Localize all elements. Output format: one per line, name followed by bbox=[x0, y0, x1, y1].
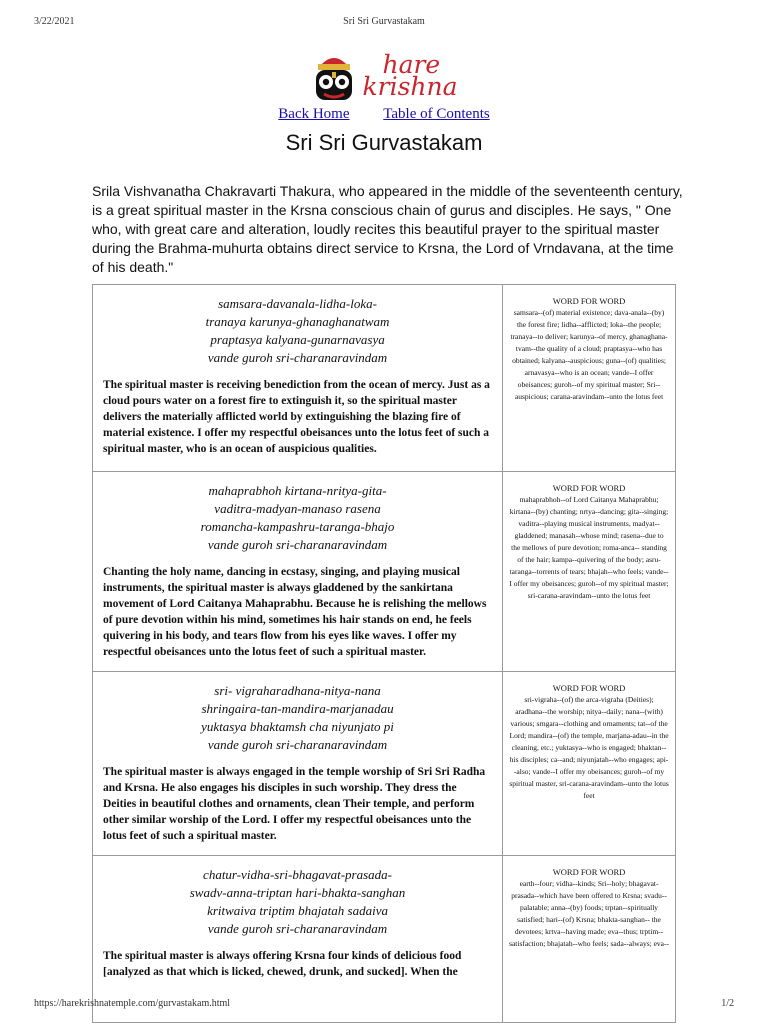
print-page-title: Sri Sri Gurvastakam bbox=[343, 16, 425, 27]
print-footer bbox=[34, 998, 734, 1012]
sanskrit-line: tranaya karunya-ghanaghanatwam bbox=[205, 314, 390, 329]
verse-row bbox=[93, 285, 676, 472]
verses-table bbox=[92, 284, 676, 1023]
verse-main-cell bbox=[93, 472, 503, 672]
top-nav bbox=[0, 106, 768, 123]
sanskrit-line: vande guroh sri-charanaravindam bbox=[207, 737, 388, 752]
word-for-word-heading: WORD FOR WORD bbox=[552, 296, 626, 306]
sanskrit-line: swadv-anna-triptan hari-bhakta-sanghan bbox=[189, 885, 406, 900]
word-for-word-text: samsara--(of) material existence; dava-anala--(by) the forest fire; lidha--afflicted; loka--the people; tranaya--to deliver; karunya--of mercy, ghanaghana-tvam--the quality of a cloud; praptasya--who has obtained; kalyana--auspicious; guna--(of) qualities; arnavasya--who is an ocean; vande--I offer obeisances; guroh--of my spiritual master; Sri--auspicious; carana-aravindam--unto the lotus feet bbox=[510, 308, 668, 401]
sanskrit-line: vaditra-madyan-manaso rasena bbox=[214, 501, 381, 516]
print-date: 3/22/2021 bbox=[34, 16, 75, 27]
sanskrit-verse bbox=[103, 866, 492, 938]
sanskrit-line: vande guroh sri-charanaravindam bbox=[207, 921, 388, 936]
sanskrit-line: yuktasya bhaktamsh cha niyunjato pi bbox=[201, 719, 394, 734]
logo-line-krishna: krishna bbox=[362, 72, 458, 101]
verse-row bbox=[93, 472, 676, 672]
page-title: Sri Sri Gurvastakam bbox=[285, 130, 483, 155]
intro-paragraph: Srila Vishvanatha Chakravarti Thakura, who appeared in the middle of the seventeenth century, is a great spiritual master in the Krsna conscious chain of gurus and disciples. He says, " One who, with great care and alteration, loudly recites this beautiful prayer to the spiritual master during the Brahma-muhurta obtains direct service to Krsna, the Lord of Vrndavana, at the time of his death." bbox=[92, 183, 683, 275]
verse-translation: The spiritual master is always offering Krsna four kinds of delicious food [analyzed as that which is licked, chewed, drunk, and sucked]. When the bbox=[103, 950, 462, 978]
sanskrit-line: shringaira-tan-mandira-marjanadau bbox=[201, 701, 394, 716]
logo-line-hare: hare bbox=[382, 50, 441, 79]
page-number: 1/2 bbox=[721, 998, 734, 1009]
table-of-contents-link[interactable]: Table of Contents bbox=[383, 106, 490, 122]
back-home-link[interactable]: Back Home bbox=[278, 106, 350, 122]
sanskrit-line: vande guroh sri-charanaravindam bbox=[207, 350, 388, 365]
word-for-word-heading: WORD FOR WORD bbox=[552, 683, 626, 693]
sanskrit-verse bbox=[103, 295, 492, 367]
word-for-word-cell bbox=[503, 472, 676, 672]
verse-translation: The spiritual master is always engaged in the temple worship of Sri Sri Radha and Krsna. He also engages his disciples in such worship. They dress the Deities in beautiful clothes and ornaments, clean Their temple, and perform other similar worship of the Lord. I offer my respectful obeisances unto the lotus feet of such a spiritual master. bbox=[103, 766, 486, 842]
word-for-word-text: sri-vigraha--(of) the arca-vigraha (Deities); aradhana--the worship; nitya--daily; nana--(with) various; srngara--clothing and ornaments; tat--of the Lord; mandira--(of) the temple, marjana-adau--in the cleaning, etc.; yuktasya--who is engaged; bhaktan-- his disciples; ca--and; niyunjatah--who engages; api--also; vande--I offer my obeisances; guroh--of my spiritual master, sri-carana-aravindam--unto the lotus feet bbox=[509, 695, 669, 800]
sanskrit-line: praptasya kalyana-gunarnavasya bbox=[210, 332, 385, 347]
sanskrit-line: romancha-kampashru-taranga-bhajo bbox=[200, 519, 395, 534]
word-for-word-text: earth--four; vidha--kinds; Sri--holy; bhagavat-prasada--which have been offered to Krsna; svadu--palatable; anna--(by) foods; trptan--spiritually satisfied; hari--(of) Krsna; bhakta-sanghan-- the devotees; krtva--having made; eva--thus; trptim-- satisfaction; bhajatah--who feels; sada--always; eva-- bbox=[509, 879, 669, 948]
verse-main-cell bbox=[93, 672, 503, 856]
sanskrit-line: samsara-davanala-lidha-loka- bbox=[218, 296, 377, 311]
sanskrit-line: chatur-vidha-sri-bhagavat-prasada- bbox=[203, 867, 392, 882]
sanskrit-verse bbox=[103, 682, 492, 754]
word-for-word-heading: WORD FOR WORD bbox=[552, 867, 626, 877]
verse-translation: The spiritual master is receiving benediction from the ocean of mercy. Just as a cloud pours water on a forest fire to extinguish it, so the spiritual master delivers the materially afflicted world by extinguishing the blazing fire of material existence. I offer my respectful obeisances unto the lotus feet of such a spiritual master, who is an ocean of auspicious qualities. bbox=[103, 379, 490, 455]
sanskrit-line: vande guroh sri-charanaravindam bbox=[207, 537, 388, 552]
print-url: https://harekrishnatemple.com/gurvastakam.html bbox=[34, 998, 231, 1009]
verse-translation: Chanting the holy name, dancing in ecstasy, singing, and playing musical instruments, the spiritual master is always gladdened by the sankirtana movement of Lord Caitanya Mahaprabhu. Because he is relishing the mellows of pure devotion within his mind, sometimes his hair stands on end, he feels quivering in his body, and tears flow from his eyes like waves. I offer my respectful obeisances unto the lotus feet of such a spiritual master. bbox=[103, 566, 487, 658]
jagannath-deity-icon bbox=[310, 50, 358, 106]
word-for-word-text: mahaprabhoh--of Lord Caitanya Mahaprabhu; kirtana--(by) chanting; nrtya--dancing; gita--singing; vaditra--playing musical instruments, madyat--gladdened; manasah--whose mind; rasena--due to the mellows of pure devotion; roma-anca-- standing of the hair; kampa--quivering of the body; asru- taranga--torrents of tears; bhajah--who feels; vande--I offer my obeisances; guroh--of my spiritual master; sri-carana-aravindam--unto the lotus feet bbox=[509, 495, 669, 600]
word-for-word-heading: WORD FOR WORD bbox=[552, 483, 626, 493]
logo-wordmark bbox=[362, 50, 458, 101]
sanskrit-line: sri- vigraharadhana-nitya-nana bbox=[214, 683, 381, 698]
print-header bbox=[34, 16, 734, 30]
verse-main-cell bbox=[93, 285, 503, 472]
sanskrit-line: kritwaiva triptim bhajatah sadaiva bbox=[207, 903, 388, 918]
sanskrit-line: mahaprabhoh kirtana-nritya-gita- bbox=[208, 483, 387, 498]
word-for-word-cell bbox=[503, 285, 676, 472]
sanskrit-verse bbox=[103, 482, 492, 554]
site-logo bbox=[0, 48, 768, 108]
word-for-word-cell bbox=[503, 672, 676, 856]
verse-row bbox=[93, 672, 676, 856]
